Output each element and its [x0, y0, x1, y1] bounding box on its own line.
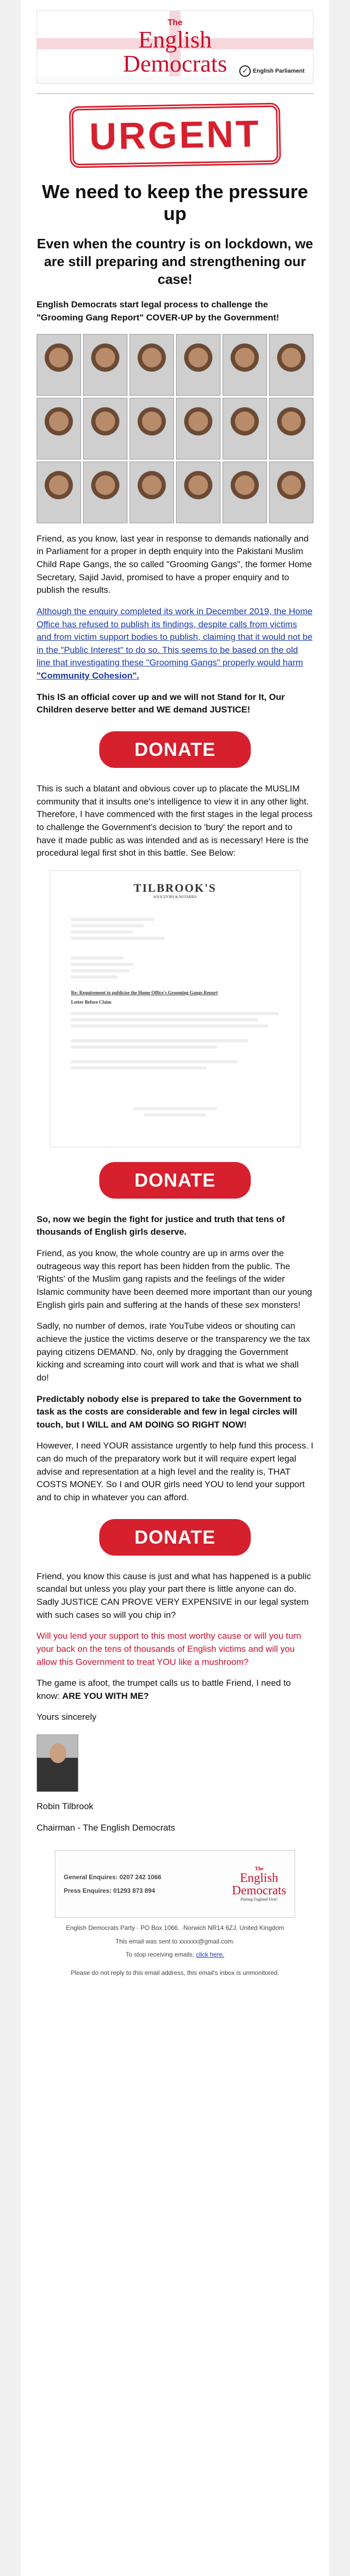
mugshot-image: [130, 334, 174, 396]
donate-wrap-3: [37, 1519, 313, 1556]
footer-noreply: Please do not reply to this email address, this email's inbox is unmonitored.: [71, 1969, 279, 1976]
brand-the: The: [167, 18, 183, 27]
mugshot-image: [83, 334, 127, 396]
signer-photo: [37, 1734, 78, 1792]
mugshot-image: [37, 398, 81, 459]
lead-paragraph: English Democrats start legal process to challenge the "Grooming Gang Report" COVER-UP by the Government!: [37, 300, 279, 323]
urgent-stamp-wrap: [37, 105, 313, 166]
email-page: [21, 0, 329, 2576]
letter-firm: TILBROOK'S: [133, 881, 217, 894]
letter-before-claim: Letter Before Claim: [71, 999, 112, 1005]
mugshot-image: [83, 398, 127, 459]
donate-button[interactable]: DONATE: [99, 731, 251, 768]
mugshot-image: [269, 398, 313, 459]
footer-logo: [232, 1866, 286, 1902]
mugshot-image: [130, 398, 174, 459]
paragraph-10: Friend, you know this cause is just and what has happened is a public scandal but unless you play your part there is little anyone can do. Sadly JUSTICE CAN PROVE VERY EXPENSIVE in our legal system with such cases so will you chip in?: [37, 1571, 311, 1620]
footer-unsubscribe: [37, 1950, 313, 1960]
general-enquiries: General Enquires: 0207 242 1066: [64, 1873, 161, 1881]
donate-button[interactable]: DONATE: [99, 1162, 251, 1199]
brand-logo: [123, 18, 227, 76]
mugshot-image: [37, 334, 81, 396]
mugshot-image: [176, 334, 220, 396]
unsubscribe-link[interactable]: click here.: [196, 1950, 225, 1958]
subheadline: Even when the country is on lockdown, we are still preparing and strengthening our case!: [37, 236, 313, 287]
paragraph-3: This IS an official cover up and we will not Stand for It, Our Children deserve better and WE demand JUSTICE!: [37, 692, 285, 715]
mugshot-image: [37, 462, 81, 523]
paragraph-2-text: Although the enquiry completed its work in December 2019, the Home Office has refused to publish its findings, despite calls from victims and from victim support bodies to publish, claiming that it would not be in the "Public Interest" to do so. This seems to be based on the old line that investigating these "Grooming Gangs" properly would harm: [37, 606, 313, 668]
mugshot-image: [176, 398, 220, 459]
mugshot-image: [223, 334, 267, 396]
paragraph-9: However, I need YOUR assistance urgently to help fund this process. I can do much of the preparatory work but it will require expert legal advise and representation at a high level and the reality is, THAT COSTS MONEY. So I and OUR girls need YOU to lend your support and to chip in whatever you can afford.: [37, 1441, 313, 1503]
donate-wrap-1: [37, 731, 313, 768]
footer-logo-english: English: [240, 1871, 278, 1885]
paragraph-11: Will you lend your support to this most worthy cause or will you turn your back on the tens of thousands of English victims and will you allow this Government to treat YOU like a mushroom?: [37, 1631, 301, 1667]
paragraph-1: Friend, as you know, last year in response to demands nationally and in Parliament for a proper in depth enquiry into the Pakistani Muslim Child Rape Gangs, the so called "Grooming Gangs", the former Home Secretary, Sajid Javid, promised to have a proper enquiry and to publish the results.: [37, 533, 312, 595]
unsubscribe-text: To stop receiving emails,: [125, 1950, 194, 1958]
mugshot-gallery: [37, 334, 313, 523]
footer-contact-box: [55, 1850, 295, 1918]
signer-name: Robin Tilbrook: [37, 1801, 94, 1812]
signer-title: Chairman - The English Democrats: [37, 1822, 176, 1833]
english-parliament-badge: [239, 65, 305, 77]
paragraph-7: Sadly, no number of demos, irate YouTube videos or shouting can achieve the justice the victims deserve or the transparency we the tax paying citizens DEMAND. No, only by dragging the Government kicking and screaming into court will work and that is what we shall do!: [37, 1321, 310, 1383]
paragraph-5: So, now we begin the fight for justice and truth that tens of thousands of English girls deserve.: [37, 1214, 285, 1237]
footer-sent-to: This email was sent to xxxxxx@gmail.com.: [115, 1937, 235, 1945]
paragraph-8: Predictably nobody else is prepared to take the Government to task as the costs are considerable and few in legal circles will touch, but I WILL and AM DOING SO RIGHT NOW!: [37, 1394, 302, 1430]
letter-re: Re: Requirement to publicise the Home Office's Grooming Gangs Report: [71, 990, 218, 995]
footer-logo-the: The: [254, 1866, 264, 1872]
signoff: Yours sincerely: [37, 1712, 97, 1722]
paragraph-12-text: The game is afoot, the trumpet calls us to battle Friend, I need to know:: [37, 1678, 291, 1701]
paragraph-6: Friend, as you know, the whole country are up in arms over the outrageous way this report has been hidden from the public. The 'Rights' of the Muslim gang rapists and the feelings of the wider Islamic community have been deemed more important than our young English girls pain and suffering at the hands of these sex monsters!: [37, 1248, 312, 1310]
mugshot-image: [176, 462, 220, 523]
paragraph-2: [37, 605, 313, 683]
mugshot-image: [223, 462, 267, 523]
legal-letter-image: [50, 870, 300, 1147]
footer-contacts: [64, 1870, 161, 1898]
footer-logo-democrats: Democrats: [232, 1884, 286, 1898]
headline: We need to keep the pressure up: [42, 181, 308, 224]
urgent-stamp: URGENT: [69, 102, 281, 168]
donate-wrap-2: [37, 1162, 313, 1199]
parliament-label: English Parliament: [252, 67, 305, 74]
mugshot-image: [130, 462, 174, 523]
mugshot-image: [223, 398, 267, 459]
paragraph-2-bold: "Community Cohesion".: [37, 671, 139, 681]
paragraph-12-bold: ARE YOU WITH ME?: [62, 1690, 149, 1701]
letter-firm-sub: SOLICITORS & NOTARIES: [153, 894, 197, 899]
mugshot-image: [83, 462, 127, 523]
press-enquiries: Press Enquires: 01293 873 894: [64, 1887, 155, 1895]
footer-logo-tag: Putting England First!: [240, 1897, 278, 1902]
brand-name-english: English: [138, 26, 212, 53]
footer-address: English Democrats Party · PO Box 1066, ·Norwich NR14 6ZJ, United Kingdom: [66, 1924, 284, 1932]
brand-name-democrats: Democrats: [123, 50, 227, 77]
check-icon: ✓: [239, 65, 251, 77]
donate-button[interactable]: DONATE: [99, 1519, 251, 1556]
divider: [37, 93, 313, 94]
paragraph-12: [37, 1677, 313, 1703]
mugshot-image: [269, 334, 313, 396]
paragraph-4: This is such a blatant and obvious cover up to placate the MUSLIM community that it insults one's intelligence to view it in any other light. Therefore, I have commenced with the first stages in the legal process to challenge the Government's decision to 'bury' the report and to have it made public as was intended and as is necessary! Here is the procedural legal first shot in this battle. See Below:: [37, 784, 313, 858]
header-banner: [37, 10, 313, 84]
mugshot-image: [269, 462, 313, 523]
